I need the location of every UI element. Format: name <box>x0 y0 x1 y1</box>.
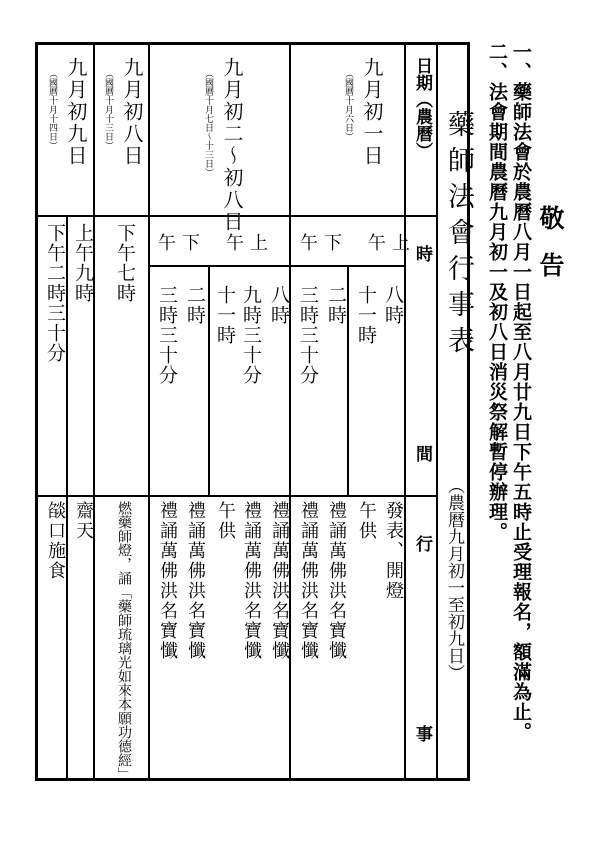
event-day1-4: 禮誦萬佛洪名寶懺 <box>298 501 319 661</box>
event-day2-5: 禮誦萬佛洪名寶懺 <box>157 501 178 661</box>
time-day9-1: 上午九時 <box>72 223 94 303</box>
date-day9-gregorian: （國曆十月十四日） <box>47 69 57 150</box>
notice-title: 敬告 <box>536 205 565 299</box>
date-day1-gregorian: （國曆十月六日） <box>343 69 353 141</box>
time-day8-1: 下午七時 <box>114 223 136 303</box>
header-time-2: 間 <box>412 445 432 462</box>
time-day2-4: 二時 <box>184 285 206 325</box>
header-event-1: 行 <box>412 535 432 552</box>
event-day2-3: 午供 <box>215 501 236 541</box>
table-title: 藥師法會行事表 <box>443 110 474 362</box>
time-day2-3: 十一時 <box>214 285 236 345</box>
date-day2: 九月初二～初八日 <box>220 57 244 233</box>
event-day9-1: 齋天 <box>73 501 94 541</box>
date-day9: 九月初九日 <box>64 57 88 167</box>
time-day2-5: 三時三十分 <box>156 285 178 385</box>
date-day8-gregorian: （國曆十月十三日） <box>103 69 113 150</box>
header-event-2: 事 <box>412 725 432 742</box>
time-day9-2: 下午二時三十分 <box>44 223 66 363</box>
date-day8: 九月初八日 <box>120 57 144 167</box>
header-date: 日期（農曆） <box>412 57 432 159</box>
event-day1-2: 午供 <box>356 501 377 541</box>
event-day2-2: 禮誦萬佛洪名寶懺 <box>241 501 262 661</box>
period-day1-pm: 午下 <box>300 233 348 254</box>
date-day1: 九月初一日 <box>360 57 384 167</box>
time-day2-2: 九時三十分 <box>240 285 262 385</box>
header-time-1: 時 <box>412 245 432 262</box>
schedule-table <box>35 42 474 781</box>
event-day8-1: 燃藥師燈，誦「藥師琉璃光如來本願功德經」 <box>116 501 132 781</box>
time-day2-1: 八時 <box>268 285 290 325</box>
divider <box>436 45 438 778</box>
table-subtitle: （農曆九月初一至初九日） <box>444 477 464 681</box>
event-day2-1: 禮誦萬佛洪名寶懺 <box>269 501 290 661</box>
notice-item-2: 二、法會期間農曆九月初一及初八日消災祭解暫停辦理。 <box>486 42 508 542</box>
notice-item-1: 一、藥師法會於農曆八月一日起至八月廿九日下午五時止受理報名，額滿為止。 <box>510 42 532 742</box>
time-day1-2: 十一時 <box>355 285 377 345</box>
event-day1-1: 發表、開燈 <box>383 501 404 601</box>
time-day1-1: 八時 <box>382 285 404 325</box>
period-day2-pm: 午下 <box>158 233 206 254</box>
event-day2-4: 禮誦萬佛洪名寶懺 <box>185 501 206 661</box>
time-day1-3: 二時 <box>325 285 347 325</box>
period-day2-am: 午上 <box>226 233 274 254</box>
event-day1-3: 禮誦萬佛洪名寶懺 <box>326 501 347 661</box>
date-day2-gregorian: （國曆十月七日～十三日） <box>203 69 213 177</box>
period-day1-am: 午上 <box>368 233 416 254</box>
event-day9-2: 燄口施食 <box>45 501 66 581</box>
time-day1-4: 三時三十分 <box>297 285 319 385</box>
